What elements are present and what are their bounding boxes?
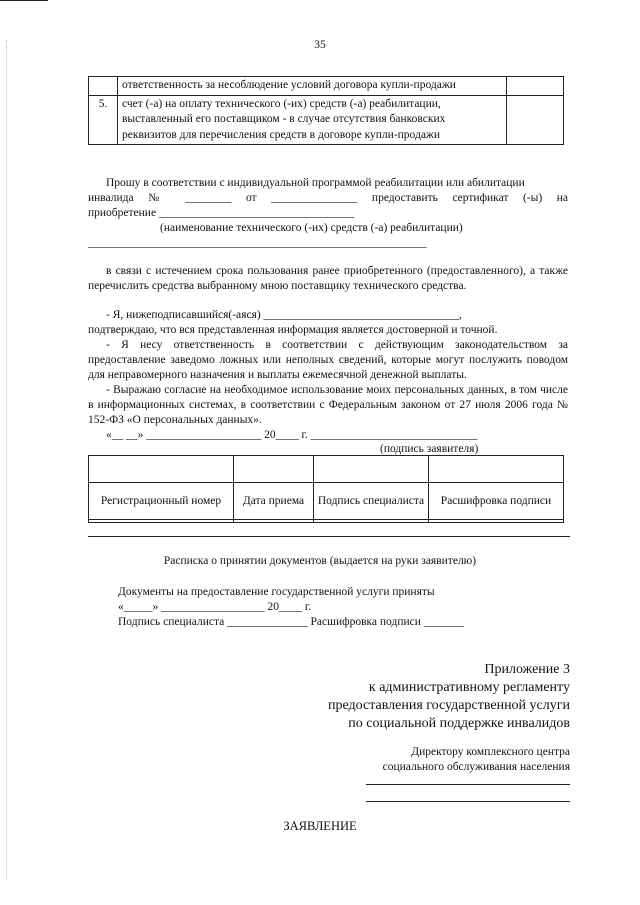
row-number xyxy=(89,77,118,96)
documents-table xyxy=(88,76,564,145)
appendix-title: Приложение 3 xyxy=(484,662,570,677)
applicant-signature-caption: (подпись заявителя) xyxy=(380,443,479,455)
table-cell xyxy=(314,520,429,523)
table-cell xyxy=(89,520,234,523)
header-signature-decoding: Расшифровка подписи xyxy=(429,483,564,520)
table-cell xyxy=(234,520,314,523)
top-edge-line xyxy=(0,0,48,1)
table-cell xyxy=(429,456,564,483)
registration-table xyxy=(88,455,564,523)
receipt-signature-line: Подпись специалиста ______________ Расшифровка подписи _______ xyxy=(118,616,465,628)
consent-paragraph: - Выражаю согласие на необходимое использование моих персональных данных, в том числе в информационных системах, в соответствии с Федеральным законом от 27 июля 2006 года № 152-ФЗ «О персональных данных». xyxy=(88,384,568,426)
row-number: 5. xyxy=(89,95,118,145)
row-text: ответственность за несоблюдение условий договора купли-продажи xyxy=(118,77,507,96)
row-text: счет (-а) на оплату технического (-их) средств (-а) реабилитации, выставленный его поставщиком - в случае отсутствия банковских реквизитов для перечисления средств в договоре купли-продажи xyxy=(118,95,507,145)
request-line-3: приобретение __________________________________ xyxy=(88,207,355,219)
header-registration-number: Регистрационный номер xyxy=(89,483,234,520)
confirm-line: подтверждаю, что вся представленная информация является достоверной и точной. xyxy=(88,324,498,336)
equipment-caption: (наименование технического (-их) средств (-а) реабилитации) xyxy=(160,222,463,234)
scan-margin xyxy=(6,40,7,880)
receipt-separator xyxy=(88,536,570,537)
request-line-1: Прошу в соответствии с индивидуальной программой реабилитации или абилитации xyxy=(106,177,525,189)
appendix-line-1: к административному регламенту xyxy=(368,680,570,695)
header-date-received: Дата приема xyxy=(234,483,314,520)
table-row xyxy=(89,95,564,145)
table-row xyxy=(89,483,564,520)
undersigned-line: - Я, нижеподписавшийся(-аяся) __________________________________, xyxy=(106,309,462,321)
request-reason: в связи с истечением срока пользования ранее приобретенного (предоставленного), а также перечислить средства выбранному мною поставщику технического средства. xyxy=(88,265,568,292)
addressee-line-1: Директору комплексного центра xyxy=(411,746,570,758)
addressee-blank-line-2 xyxy=(366,801,570,802)
receipt-title: Расписка о принятии документов (выдается на руки заявителю) xyxy=(163,555,477,567)
receipt-date-line: «_____» __________________ 20____ г. xyxy=(118,601,312,613)
table-row xyxy=(89,456,564,483)
receipt-line-1: Документы на предоставление государственной услуги приняты xyxy=(118,586,435,598)
statement-title: ЗАЯВЛЕНИЕ xyxy=(283,819,357,833)
row-mark xyxy=(507,77,564,96)
row-mark xyxy=(507,95,564,145)
table-cell xyxy=(89,456,234,483)
page-number: 35 xyxy=(314,39,326,51)
equipment-blank-line: ______________________________________________________________ xyxy=(88,237,426,249)
table-cell xyxy=(429,520,564,523)
table-cell xyxy=(234,456,314,483)
appendix-line-3: по социальной поддержке инвалидов xyxy=(348,716,570,731)
addressee-blank-line-1 xyxy=(366,784,570,785)
responsibility-paragraph: - Я несу ответственность в соответствии с действующим законодательством за предоставление заведомо ложных или неполных сведений, которые могут послужить поводом для неправомерного назначения и выплаты ежемесячной денежной выплаты. xyxy=(88,339,568,381)
table-cell xyxy=(314,456,429,483)
table-row xyxy=(89,520,564,523)
date-signature-line: «__ __» ____________________ 20____ г. _____________________________ xyxy=(106,429,478,441)
addressee-line-2: социального обслуживания населения xyxy=(382,761,570,773)
appendix-line-2: предоставления государственной услуги xyxy=(328,698,570,713)
header-specialist-signature: Подпись специалиста xyxy=(314,483,429,520)
table-row xyxy=(89,77,564,96)
request-line-2: инвалида № ________ от _______________ предоставить сертификат (-ы) на xyxy=(88,192,568,204)
